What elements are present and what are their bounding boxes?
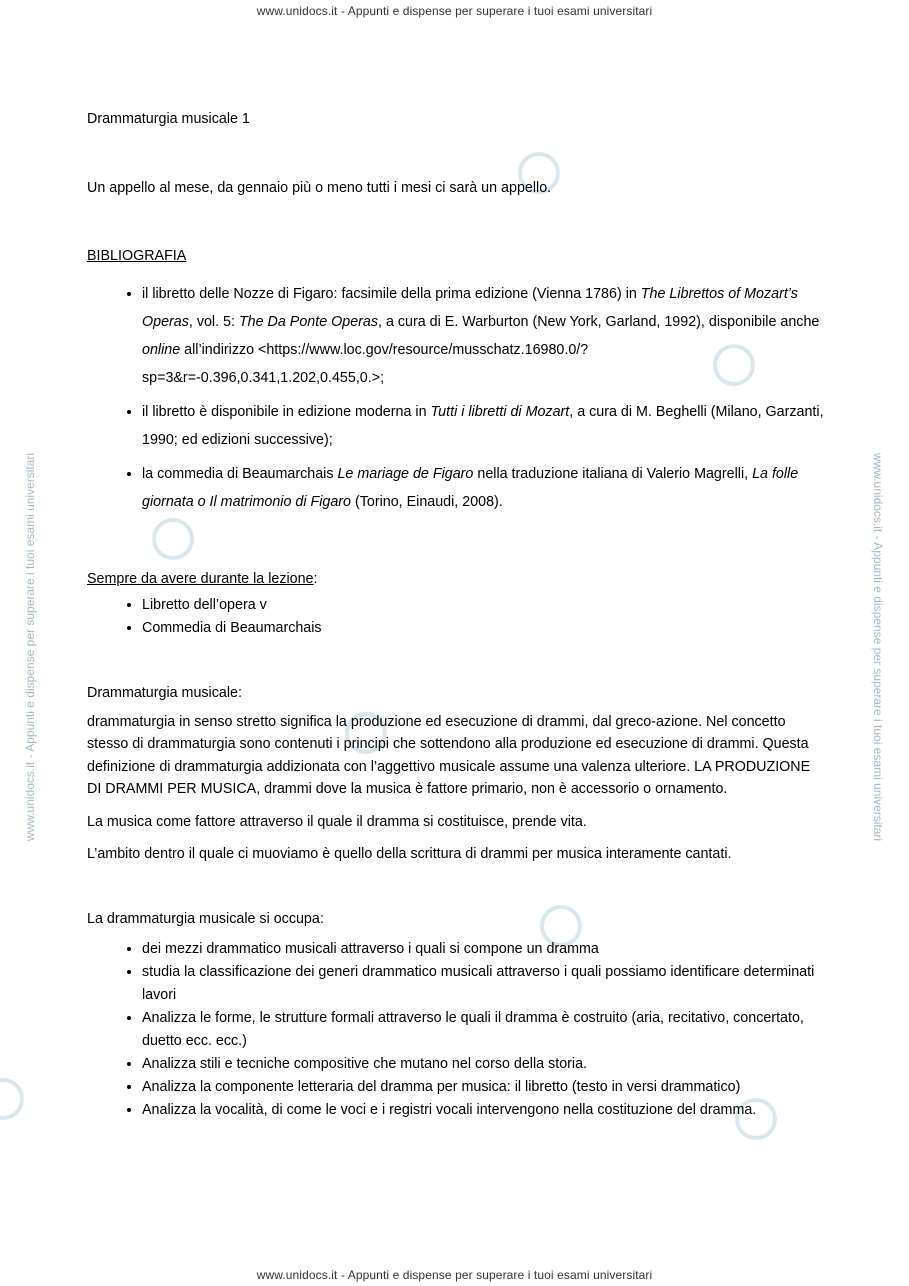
watermark-logo-icon [0, 1078, 24, 1120]
bib-text: , a cura di E. Warburton (New York, Garland, 1992), disponibile anche [378, 313, 820, 330]
bibliography-list [87, 280, 827, 516]
dm-paragraph: drammaturgia in senso stretto significa la produzione ed esecuzione di drammi, dal greco-azione. Nel concetto stesso di drammaturgia sono contenuti i principi che sottendono alla produzione ed esecuzione di drammi. Questa definizione di drammaturgia addizionata con l’aggettivo musicale assume una valenza ulteriore. LA PRODUZIONE DI DRAMMI PER MUSICA, drammi dove la musica è fattore primario, non è accessorio o ornamento. [87, 713, 811, 797]
always-heading-text: Sempre da avere durante la lezione [87, 570, 314, 587]
dm-paragraph: L’ambito dentro il quale ci muoviamo è quello della scrittura di drammi per musica interamente cantati. [87, 846, 732, 862]
always-list [87, 594, 827, 640]
bib-text: (Torino, Einaudi, 2008). [351, 493, 503, 510]
bib-text: nella traduzione italiana di Valerio Magrelli, [473, 465, 753, 482]
list-item: • Analizza la componente letteraria del dramma per musica: il libretto (testo in versi drammatico) [142, 1076, 827, 1099]
bib-text: all’indirizzo <https://www.loc.gov/resource/musschatz.16980.0/?sp=3&r=-0.396,0.341,1.202,0.455,0.>; [142, 341, 589, 386]
bib-title: The Librettos of Mozart’s Operas [142, 285, 798, 330]
intro-paragraph: Un appello al mese, da gennaio più o meno tutti i mesi ci sarà un appello. [87, 179, 552, 196]
watermark-side-left: www.unidocs.it - Appunti e dispense per superare i tuoi esami universitari [23, 452, 37, 842]
watermark-footer: www.unidocs.it - Appunti e dispense per superare i tuoi esami universitari [256, 1268, 653, 1282]
list-item: • dei mezzi drammatico musicali attraverso i quali si compone un dramma [142, 938, 827, 961]
bib-title: La folle giornata o Il matrimonio di Figaro [142, 465, 799, 510]
bib-title: online [142, 341, 181, 358]
dm-heading: Drammaturgia musicale: [87, 685, 242, 701]
bibliography-heading: BIBLIOGRAFIA [87, 248, 187, 264]
list-item: • Libretto dell’opera v [142, 594, 827, 617]
bib-text: , vol. 5: [188, 313, 239, 330]
bib-title: Le mariage de Figaro [337, 465, 474, 482]
list-item: • Analizza la vocalità, di come le voci e i registri vocali intervengono nella costituzione del dramma. [142, 1099, 827, 1122]
bib-title: Tutti i libretti di Mozart [430, 403, 570, 420]
document-title: Drammaturgia musicale 1 [87, 111, 250, 127]
bibliography-item [142, 398, 827, 454]
bibliography-item [142, 460, 827, 516]
bib-title: The Da Ponte Operas [238, 313, 379, 330]
occupa-heading: La drammaturgia musicale si occupa: [87, 910, 324, 927]
list-item: • Analizza stili e tecniche compositive che mutano nel corso della storia. [142, 1053, 827, 1076]
list-item: • Analizza le forme, le strutture formali attraverso le quali il dramma è costruito (aria, recitativo, concertato, duetto ecc. ecc.) [142, 1007, 827, 1053]
document-body [87, 108, 827, 1122]
watermark-side-right: www.unidocs.it - Appunti e dispense per superare i tuoi esami universitari [871, 452, 885, 842]
dm-paragraph: La musica come fattore attraverso il quale il dramma si costituisce, prende vita. [87, 813, 587, 830]
always-heading [87, 568, 827, 591]
occupa-list [87, 938, 827, 1122]
always-heading-colon: : [313, 570, 318, 587]
list-item: • studia la classificazione dei generi drammatico musicali attraverso i quali possiamo identificare determinati lavori [142, 961, 827, 1007]
watermark-header: www.unidocs.it - Appunti e dispense per superare i tuoi esami universitari [256, 4, 653, 18]
bib-text: il libretto delle Nozze di Figaro: facsimile della prima edizione (Vienna 1786) in [142, 285, 641, 302]
bibliography-item [142, 280, 827, 392]
bib-text: il libretto è disponibile in edizione moderna in [142, 403, 431, 420]
list-item: • Commedia di Beaumarchais [142, 617, 827, 640]
bib-text: la commedia di Beaumarchais [142, 465, 338, 482]
bib-text: , a cura di M. Beghelli (Milano, Garzanti, 1990; ed edizioni successive); [142, 403, 824, 448]
